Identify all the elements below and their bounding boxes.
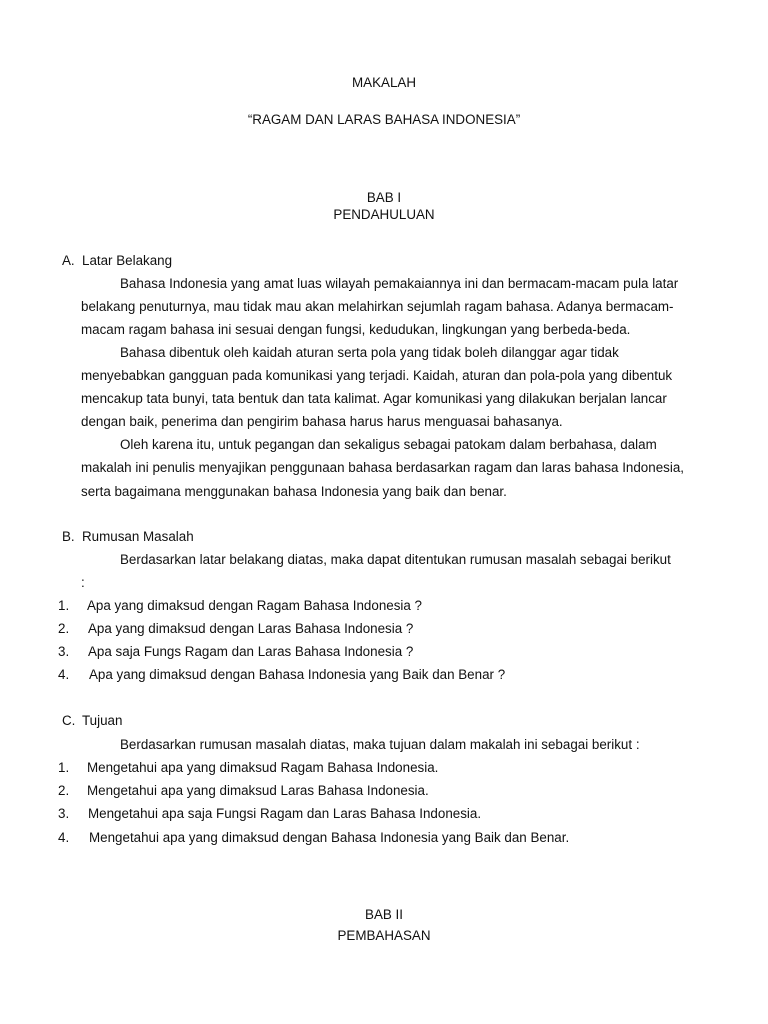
bab1-name: PENDAHULUAN: [333, 207, 435, 222]
section-c-intro: Berdasarkan rumusan masalah diatas, maka tujuan dalam makalah ini sebagai berikut :: [120, 737, 640, 752]
section-a-marker: A.: [62, 253, 75, 268]
list-number: 3.: [58, 644, 70, 659]
section-c-heading: [62, 713, 122, 728]
document-subtitle: “RAGAM DAN LARAS BAHASA INDONESIA”: [247, 112, 521, 127]
list-number: 4.: [58, 830, 70, 845]
paragraph-line: dengan baik, penerima dan pengirim bahasa harus harus menguasai bahasanya.: [81, 414, 563, 429]
bab2-name: PEMBAHASAN: [337, 928, 431, 943]
section-a-heading: [62, 253, 172, 268]
paragraph-line: serta bagaimana menggunakan bahasa Indonesia yang baik dan benar.: [81, 484, 507, 499]
bab2-number: BAB II: [365, 907, 403, 922]
section-c-title: Tujuan: [82, 713, 123, 728]
section-b-intro: Berdasarkan latar belakang diatas, maka dapat ditentukan rumusan masalah sebagai berikut: [120, 552, 671, 567]
list-item: Apa yang dimaksud dengan Ragam Bahasa Indonesia ?: [87, 598, 423, 613]
section-b-title: Rumusan Masalah: [82, 529, 194, 544]
list-number: 2.: [58, 783, 70, 798]
list-number: 2.: [58, 621, 70, 636]
bab1-number: BAB I: [366, 190, 402, 205]
list-item: Apa yang dimaksud dengan Laras Bahasa Indonesia ?: [88, 621, 414, 636]
section-a-title: Latar Belakang: [82, 253, 173, 268]
list-number: 4.: [58, 667, 70, 682]
list-item: Mengetahui apa yang dimaksud Laras Bahasa Indonesia.: [87, 783, 429, 798]
list-item: Mengetahui apa yang dimaksud Ragam Bahasa Indonesia.: [87, 760, 439, 775]
paragraph-line: belakang penuturnya, mau tidak mau akan melahirkan sejumlah ragam bahasa. Adanya bermacam-: [81, 299, 674, 314]
list-number: 1.: [58, 760, 70, 775]
paragraph-line: menyebabkan gangguan pada komunikasi yang terjadi. Kaidah, aturan dan pola-pola yang dibentuk: [81, 368, 673, 383]
section-c-marker: C.: [62, 713, 76, 728]
list-item: Mengetahui apa yang dimaksud dengan Bahasa Indonesia yang Baik dan Benar.: [89, 830, 570, 845]
list-item: Mengetahui apa saja Fungsi Ragam dan Laras Bahasa Indonesia.: [88, 806, 482, 821]
section-b-intro-colon: :: [81, 575, 85, 590]
paragraph-line: Bahasa dibentuk oleh kaidah aturan serta pola yang tidak boleh dilanggar agar tidak: [120, 345, 619, 360]
list-number: 1.: [58, 598, 70, 613]
paragraph-line: macam ragam bahasa ini sesuai dengan fungsi, kedudukan, lingkungan yang berbeda-beda.: [81, 322, 631, 337]
section-b-marker: B.: [62, 529, 75, 544]
document-title: MAKALAH: [352, 75, 416, 90]
list-number: 3.: [58, 806, 70, 821]
list-item: Apa yang dimaksud dengan Bahasa Indonesia yang Baik dan Benar ?: [89, 667, 506, 682]
paragraph-line: mencakup tata bunyi, tata bentuk dan tata kalimat. Agar komunikasi yang dilakukan berjalan lancar: [81, 391, 667, 406]
section-b-heading: [62, 529, 194, 544]
paragraph-line: Oleh karena itu, untuk pegangan dan sekaligus sebagai patokam dalam berbahasa, dalam: [120, 437, 657, 452]
paragraph-line: makalah ini penulis menyajikan penggunaan bahasa berdasarkan ragam dan laras bahasa Indonesia,: [81, 460, 684, 475]
paragraph-line: Bahasa Indonesia yang amat luas wilayah pemakaiannya ini dan bermacam-macam pula latar: [120, 276, 679, 291]
list-item: Apa saja Fungs Ragam dan Laras Bahasa Indonesia ?: [88, 644, 414, 659]
